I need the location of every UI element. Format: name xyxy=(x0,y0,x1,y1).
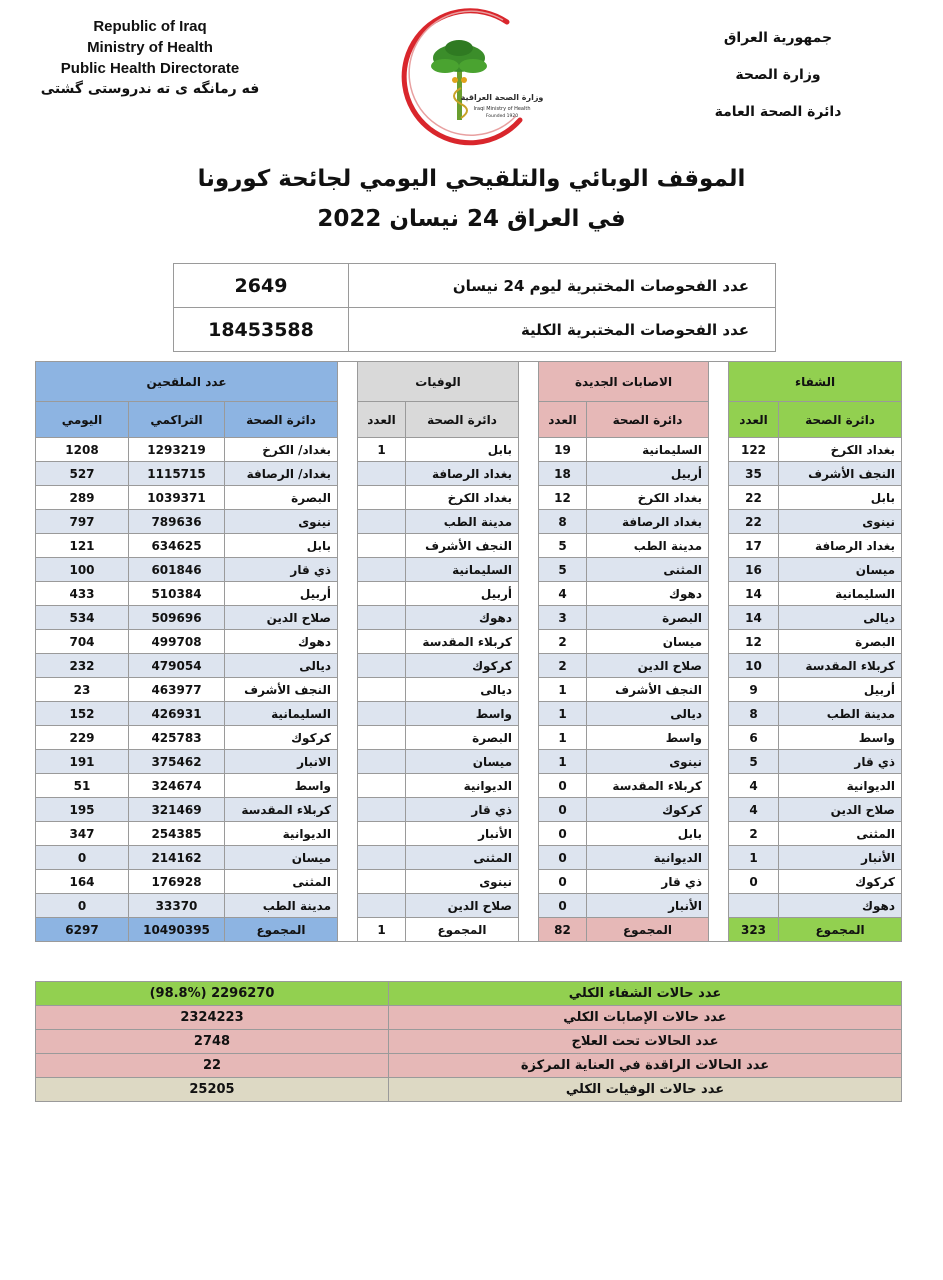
table-row xyxy=(36,438,902,462)
table-row xyxy=(36,894,902,918)
directorate-name: Public Health Directorate xyxy=(60,60,240,77)
recovered-count: 14 xyxy=(729,606,779,630)
new-cases-count: 1 xyxy=(539,702,587,726)
vaccinated-cum: 509696 xyxy=(129,606,225,630)
new-cases-header: الاصابات الجديدة xyxy=(539,362,709,402)
country-name-ar: جمهورية العراق xyxy=(723,30,833,46)
daily-status-table xyxy=(35,361,902,942)
recovered-header: الشفاء xyxy=(729,362,902,402)
recovered-count: 6 xyxy=(729,726,779,750)
new-cases-dept: بغداد الكرخ xyxy=(587,486,709,510)
vaccinated-dept: بغداد/ الرصافة xyxy=(225,462,338,486)
recovered-count: 9 xyxy=(729,678,779,702)
deaths-dept: كركوك xyxy=(406,654,519,678)
table-row xyxy=(36,582,902,606)
vaccinated-dept: الديوانية xyxy=(225,822,338,846)
deaths-count xyxy=(358,486,406,510)
total-deaths-label: عدد حالات الوفيات الكلي xyxy=(389,1078,902,1102)
new-cases-count: 0 xyxy=(539,870,587,894)
table-row xyxy=(36,486,902,510)
new-cases-dept: بغداد الرصافة xyxy=(587,510,709,534)
deaths-dept: النجف الأشرف xyxy=(406,534,519,558)
new-cases-dept: النجف الأشرف xyxy=(587,678,709,702)
new-cases-count: 19 xyxy=(539,438,587,462)
deaths-count: 1 xyxy=(358,438,406,462)
daily-tests-label: عدد الفحوصات المختبرية ليوم 24 نيسان xyxy=(349,264,776,308)
new-cases-count-col: العدد xyxy=(539,402,587,438)
vaccinated-dept: كركوك xyxy=(225,726,338,750)
new-cases-dept: السليمانية xyxy=(587,438,709,462)
new-cases-dept: بابل xyxy=(587,822,709,846)
vaccinated-dept: البصرة xyxy=(225,486,338,510)
recovered-count: 122 xyxy=(729,438,779,462)
recovered-count: 4 xyxy=(729,798,779,822)
vaccinated-dept: مدينة الطب xyxy=(225,894,338,918)
vaccinated-daily: 51 xyxy=(36,774,129,798)
table-row xyxy=(36,702,902,726)
recovered-dept: البصرة xyxy=(779,630,902,654)
vaccinated-cum-col: التراكمي xyxy=(129,402,225,438)
daily-tests-row xyxy=(174,264,776,308)
deaths-dept: بغداد الكرخ xyxy=(406,486,519,510)
recovered-dept: واسط xyxy=(779,726,902,750)
table-row xyxy=(36,534,902,558)
vaccinated-cum: 426931 xyxy=(129,702,225,726)
table-row xyxy=(36,462,902,486)
deaths-count xyxy=(358,774,406,798)
recovered-dept: بابل xyxy=(779,486,902,510)
new-cases-count: 8 xyxy=(539,510,587,534)
new-cases-dept: ذي قار xyxy=(587,870,709,894)
new-cases-count: 0 xyxy=(539,894,587,918)
vaccinated-cum: 479054 xyxy=(129,654,225,678)
data-rows xyxy=(36,438,902,918)
deaths-dept: أربيل xyxy=(406,582,519,606)
total-deaths-value: 25205 xyxy=(36,1078,389,1102)
total-recovered-value: (98.8%) 2296270 xyxy=(36,982,389,1006)
vaccinated-daily: 0 xyxy=(36,894,129,918)
header-arabic xyxy=(703,20,853,131)
table-row xyxy=(36,870,902,894)
vaccinated-header: عدد الملقحين xyxy=(36,362,338,402)
icu-label: عدد الحالات الراقدة في العناية المركزة xyxy=(389,1054,902,1078)
summary-row xyxy=(36,1078,902,1102)
vaccinated-cum: 33370 xyxy=(129,894,225,918)
total-recovered-label: عدد حالات الشفاء الكلي xyxy=(389,982,902,1006)
vaccinated-daily: 229 xyxy=(36,726,129,750)
logo-text-founded: Founded 1920 xyxy=(485,114,519,119)
table-row xyxy=(36,510,902,534)
recovered-dept: ديالى xyxy=(779,606,902,630)
new-cases-count: 2 xyxy=(539,630,587,654)
deaths-dept: مدينة الطب xyxy=(406,510,519,534)
recovered-total-label: المجموع xyxy=(779,918,902,942)
vaccinated-dept: الانبار xyxy=(225,750,338,774)
vaccinated-dept: بابل xyxy=(225,534,338,558)
table-row xyxy=(36,678,902,702)
summary-row xyxy=(36,982,902,1006)
vaccinated-dept: نينوى xyxy=(225,510,338,534)
vaccinated-daily: 534 xyxy=(36,606,129,630)
vaccinated-dept-col: دائرة الصحة xyxy=(225,402,338,438)
vaccinated-cum: 375462 xyxy=(129,750,225,774)
vaccinated-daily: 100 xyxy=(36,558,129,582)
new-cases-dept-col: دائرة الصحة xyxy=(587,402,709,438)
recovered-dept: الأنبار xyxy=(779,846,902,870)
deaths-dept-col: دائرة الصحة xyxy=(406,402,519,438)
new-cases-dept: كركوك xyxy=(587,798,709,822)
report-subtitle: في العراق 24 نيسان 2022 xyxy=(317,206,626,232)
vaccinated-daily: 289 xyxy=(36,486,129,510)
vaccinated-daily: 23 xyxy=(36,678,129,702)
deaths-count xyxy=(358,630,406,654)
recovered-dept: الديوانية xyxy=(779,774,902,798)
vaccinated-cum: 1115715 xyxy=(129,462,225,486)
new-cases-count: 12 xyxy=(539,486,587,510)
daily-tests-value: 2649 xyxy=(174,264,349,308)
vaccinated-daily: 433 xyxy=(36,582,129,606)
recovered-dept-col: دائرة الصحة xyxy=(779,402,902,438)
new-cases-count: 3 xyxy=(539,606,587,630)
table-row xyxy=(36,774,902,798)
recovered-count: 16 xyxy=(729,558,779,582)
table-row xyxy=(36,822,902,846)
vaccinated-daily: 195 xyxy=(36,798,129,822)
directorate-name-kurdish: فه رمانگه ى ته ندروستى گشتى xyxy=(40,81,260,97)
deaths-dept: ذي قار xyxy=(406,798,519,822)
recovered-dept: ذي قار xyxy=(779,750,902,774)
deaths-count xyxy=(358,822,406,846)
vaccinated-cum: 425783 xyxy=(129,726,225,750)
vaccinated-dept: المثنى xyxy=(225,870,338,894)
recovered-dept: المثنى xyxy=(779,822,902,846)
vaccinated-cum: 254385 xyxy=(129,822,225,846)
recovered-count-col: العدد xyxy=(729,402,779,438)
vaccinated-daily: 121 xyxy=(36,534,129,558)
table-row xyxy=(36,558,902,582)
summary-row xyxy=(36,1006,902,1030)
vaccinated-daily: 347 xyxy=(36,822,129,846)
deaths-count xyxy=(358,870,406,894)
deaths-count xyxy=(358,678,406,702)
recovered-dept: مدينة الطب xyxy=(779,702,902,726)
new-cases-count: 0 xyxy=(539,774,587,798)
recovered-count: 5 xyxy=(729,750,779,774)
deaths-total: 1 xyxy=(358,918,406,942)
vaccinated-cum: 324674 xyxy=(129,774,225,798)
deaths-count xyxy=(358,654,406,678)
new-cases-dept: المثنى xyxy=(587,558,709,582)
new-cases-dept: الديوانية xyxy=(587,846,709,870)
recovered-count: 17 xyxy=(729,534,779,558)
deaths-count xyxy=(358,510,406,534)
summary-table xyxy=(35,981,902,1102)
logo-text-en: Iraqi Ministry of Health xyxy=(473,106,531,112)
table-row xyxy=(36,606,902,630)
recovered-dept: النجف الأشرف xyxy=(779,462,902,486)
table-row xyxy=(36,846,902,870)
vaccinated-daily: 232 xyxy=(36,654,129,678)
new-cases-dept: نينوى xyxy=(587,750,709,774)
new-cases-dept: صلاح الدين xyxy=(587,654,709,678)
table-row xyxy=(36,630,902,654)
table-row xyxy=(36,726,902,750)
new-cases-dept: الأنبار xyxy=(587,894,709,918)
vaccinated-daily: 1208 xyxy=(36,438,129,462)
table-row xyxy=(36,750,902,774)
new-cases-count: 1 xyxy=(539,750,587,774)
new-cases-dept: البصرة xyxy=(587,606,709,630)
recovered-count: 12 xyxy=(729,630,779,654)
deaths-dept: نينوى xyxy=(406,870,519,894)
ministry-name: Ministry of Health xyxy=(87,39,213,56)
recovered-count: 14 xyxy=(729,582,779,606)
vaccinated-daily: 527 xyxy=(36,462,129,486)
recovered-count: 22 xyxy=(729,486,779,510)
recovered-dept: ميسان xyxy=(779,558,902,582)
vaccinated-dept: دهوك xyxy=(225,630,338,654)
vaccinated-cum: 510384 xyxy=(129,582,225,606)
column-header-row xyxy=(36,402,902,438)
report-title: الموقف الوبائي والتلقيحي اليومي لجائحة كورونا xyxy=(197,166,746,192)
vaccinated-cum: 789636 xyxy=(129,510,225,534)
deaths-count xyxy=(358,606,406,630)
deaths-dept: البصرة xyxy=(406,726,519,750)
summary-row xyxy=(36,1030,902,1054)
new-cases-dept: دهوك xyxy=(587,582,709,606)
table-row xyxy=(36,798,902,822)
new-cases-count: 5 xyxy=(539,558,587,582)
deaths-count xyxy=(358,726,406,750)
recovered-dept: أربيل xyxy=(779,678,902,702)
vaccinated-cum: 214162 xyxy=(129,846,225,870)
recovered-dept: نينوى xyxy=(779,510,902,534)
summary-row xyxy=(36,1054,902,1078)
deaths-dept: الأنبار xyxy=(406,822,519,846)
vaccinated-daily: 164 xyxy=(36,870,129,894)
under-treatment-value: 2748 xyxy=(36,1030,389,1054)
deaths-count xyxy=(358,846,406,870)
deaths-total-label: المجموع xyxy=(406,918,519,942)
deaths-dept: الديوانية xyxy=(406,774,519,798)
recovered-count: 35 xyxy=(729,462,779,486)
deaths-dept: صلاح الدين xyxy=(406,894,519,918)
deaths-count xyxy=(358,534,406,558)
recovered-total: 323 xyxy=(729,918,779,942)
new-cases-dept: كربلاء المقدسة xyxy=(587,774,709,798)
recovered-count: 8 xyxy=(729,702,779,726)
vaccinated-dept: ذي قار xyxy=(225,558,338,582)
vaccinated-cum-total: 10490395 xyxy=(129,918,225,942)
deaths-count xyxy=(358,798,406,822)
recovered-dept: السليمانية xyxy=(779,582,902,606)
vaccinated-dept: بغداد/ الكرخ xyxy=(225,438,338,462)
new-cases-total: 82 xyxy=(539,918,587,942)
vaccinated-dept: النجف الأشرف xyxy=(225,678,338,702)
vaccinated-dept: ديالى xyxy=(225,654,338,678)
vaccinated-daily: 0 xyxy=(36,846,129,870)
recovered-count: 4 xyxy=(729,774,779,798)
vaccinated-cum: 601846 xyxy=(129,558,225,582)
totals-row xyxy=(36,918,902,942)
recovered-dept: بغداد الكرخ xyxy=(779,438,902,462)
new-cases-count: 0 xyxy=(539,822,587,846)
recovered-count xyxy=(729,894,779,918)
new-cases-count: 18 xyxy=(539,462,587,486)
recovered-count: 10 xyxy=(729,654,779,678)
deaths-count xyxy=(358,558,406,582)
vaccinated-cum: 1039371 xyxy=(129,486,225,510)
vaccinated-cum: 634625 xyxy=(129,534,225,558)
recovered-count: 2 xyxy=(729,822,779,846)
ministry-name-ar: وزارة الصحة xyxy=(735,67,821,83)
new-cases-count: 5 xyxy=(539,534,587,558)
new-cases-dept: ديالى xyxy=(587,702,709,726)
deaths-dept: واسط xyxy=(406,702,519,726)
deaths-count xyxy=(358,702,406,726)
new-cases-count: 1 xyxy=(539,678,587,702)
deaths-header: الوفيات xyxy=(358,362,519,402)
new-cases-dept: أربيل xyxy=(587,462,709,486)
table-row xyxy=(36,654,902,678)
vaccinated-daily: 704 xyxy=(36,630,129,654)
deaths-dept: بغداد الرصافة xyxy=(406,462,519,486)
recovered-dept: كركوك xyxy=(779,870,902,894)
under-treatment-label: عدد الحالات تحت العلاج xyxy=(389,1030,902,1054)
lab-tests-table xyxy=(173,263,776,352)
deaths-count-col: العدد xyxy=(358,402,406,438)
total-tests-value: 18453588 xyxy=(174,308,349,352)
vaccinated-dept: كربلاء المقدسة xyxy=(225,798,338,822)
new-cases-count: 1 xyxy=(539,726,587,750)
vaccinated-daily: 152 xyxy=(36,702,129,726)
section-header-row xyxy=(36,362,902,402)
recovered-count: 22 xyxy=(729,510,779,534)
deaths-count xyxy=(358,462,406,486)
recovered-count: 1 xyxy=(729,846,779,870)
country-name: Republic of Iraq xyxy=(93,18,207,35)
vaccinated-dept: واسط xyxy=(225,774,338,798)
deaths-dept: المثنى xyxy=(406,846,519,870)
vaccinated-daily-total: 6297 xyxy=(36,918,129,942)
total-cases-label: عدد حالات الإصابات الكلي xyxy=(389,1006,902,1030)
icu-value: 22 xyxy=(36,1054,389,1078)
new-cases-count: 0 xyxy=(539,798,587,822)
new-cases-count: 2 xyxy=(539,654,587,678)
logo-text-ar: وزارة الصحة العراقية xyxy=(460,93,544,102)
new-cases-count: 4 xyxy=(539,582,587,606)
vaccinated-dept: السليمانية xyxy=(225,702,338,726)
deaths-dept: ميسان xyxy=(406,750,519,774)
recovered-dept: كربلاء المقدسة xyxy=(779,654,902,678)
vaccinated-daily-col: اليومي xyxy=(36,402,129,438)
total-cases-value: 2324223 xyxy=(36,1006,389,1030)
recovered-dept: بغداد الرصافة xyxy=(779,534,902,558)
vaccinated-daily: 191 xyxy=(36,750,129,774)
vaccinated-dept: صلاح الدين xyxy=(225,606,338,630)
new-cases-count: 0 xyxy=(539,846,587,870)
vaccinated-cum: 499708 xyxy=(129,630,225,654)
vaccinated-cum: 463977 xyxy=(129,678,225,702)
directorate-name-ar: دائرة الصحة العامة xyxy=(714,104,842,120)
total-tests-row xyxy=(174,308,776,352)
vaccinated-total-label: المجموع xyxy=(225,918,338,942)
vaccinated-cum: 176928 xyxy=(129,870,225,894)
new-cases-dept: ميسان xyxy=(587,630,709,654)
new-cases-dept: مدينة الطب xyxy=(587,534,709,558)
deaths-dept: بابل xyxy=(406,438,519,462)
new-cases-dept: واسط xyxy=(587,726,709,750)
ministry-logo xyxy=(385,0,545,150)
deaths-dept: السليمانية xyxy=(406,558,519,582)
deaths-dept: دهوك xyxy=(406,606,519,630)
deaths-count xyxy=(358,582,406,606)
vaccinated-dept: ميسان xyxy=(225,846,338,870)
total-tests-label: عدد الفحوصات المختبرية الكلية xyxy=(349,308,776,352)
header-english xyxy=(40,16,260,100)
deaths-count xyxy=(358,894,406,918)
recovered-dept: دهوك xyxy=(779,894,902,918)
vaccinated-dept: أربيل xyxy=(225,582,338,606)
recovered-count: 0 xyxy=(729,870,779,894)
vaccinated-cum: 1293219 xyxy=(129,438,225,462)
new-cases-total-label: المجموع xyxy=(587,918,709,942)
vaccinated-cum: 321469 xyxy=(129,798,225,822)
vaccinated-daily: 797 xyxy=(36,510,129,534)
recovered-dept: صلاح الدين xyxy=(779,798,902,822)
deaths-count xyxy=(358,750,406,774)
deaths-dept: كربلاء المقدسة xyxy=(406,630,519,654)
deaths-dept: ديالى xyxy=(406,678,519,702)
